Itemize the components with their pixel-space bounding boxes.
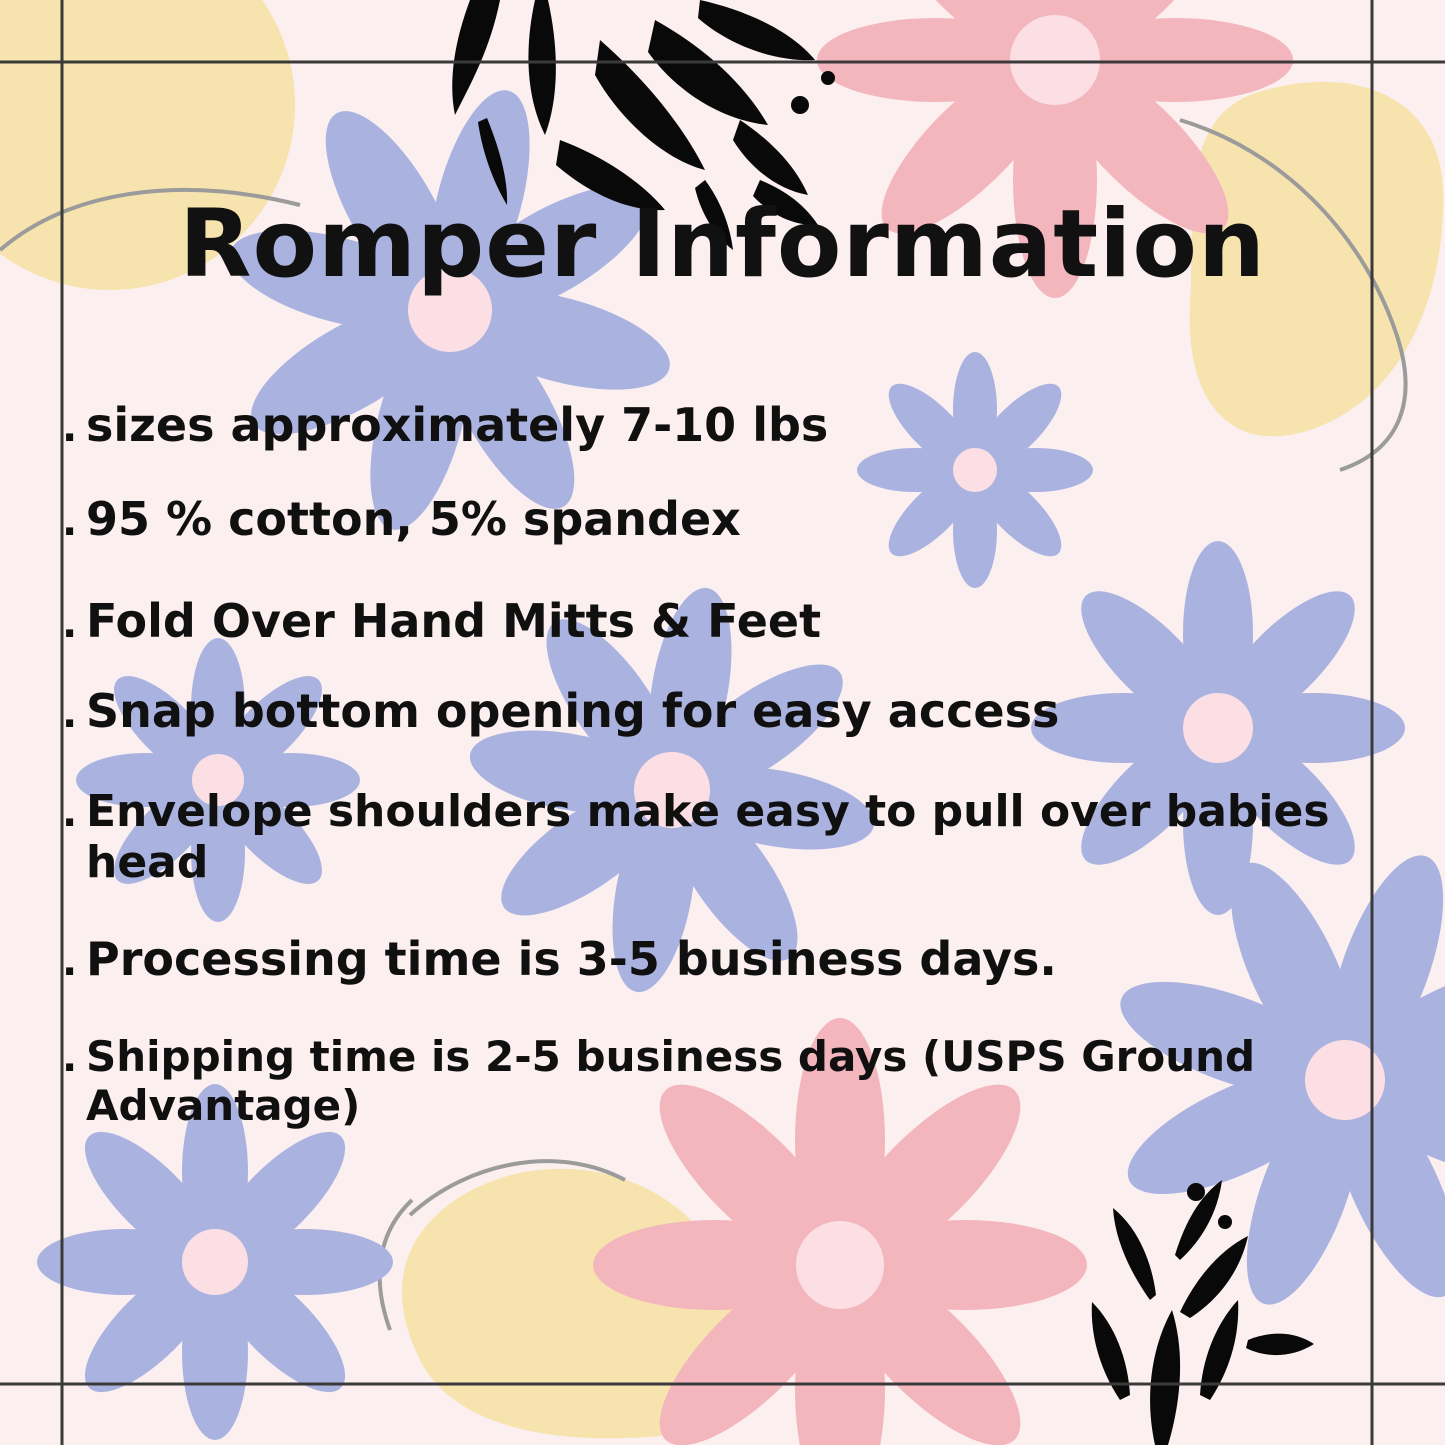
list-item-label: sizes approximately 7-10 lbs: [86, 398, 829, 452]
list-item: [62, 786, 1422, 888]
bullet-marker: .: [62, 691, 78, 737]
bullet-marker: .: [62, 499, 78, 545]
list-item-label: Fold Over Hand Mitts & Feet: [86, 594, 822, 648]
list-item-label: 95 % cotton, 5% spandex: [86, 492, 741, 546]
bullet-marker: .: [62, 405, 78, 451]
list-item: [62, 684, 1422, 738]
list-item-label: Processing time is 3-5 business days.: [86, 932, 1057, 986]
bullet-marker: .: [62, 939, 78, 985]
bullet-marker: .: [62, 601, 78, 647]
list-item: [62, 492, 1422, 546]
list-item: [62, 398, 1422, 452]
page-title: Romper Information: [179, 190, 1266, 299]
list-item-label: Shipping time is 2-5 business days (USPS Ground Advantage): [86, 1032, 1256, 1130]
list-item: [62, 932, 1422, 986]
bullet-marker: .: [62, 1035, 78, 1081]
list-item-label: Snap bottom opening for easy access: [86, 684, 1060, 738]
list-item: [62, 1032, 1422, 1130]
info-list: [62, 398, 1422, 1130]
list-item: [62, 594, 1422, 648]
list-item-label: Envelope shoulders make easy to pull over babies head: [86, 786, 1330, 888]
bullet-marker: .: [62, 790, 78, 836]
